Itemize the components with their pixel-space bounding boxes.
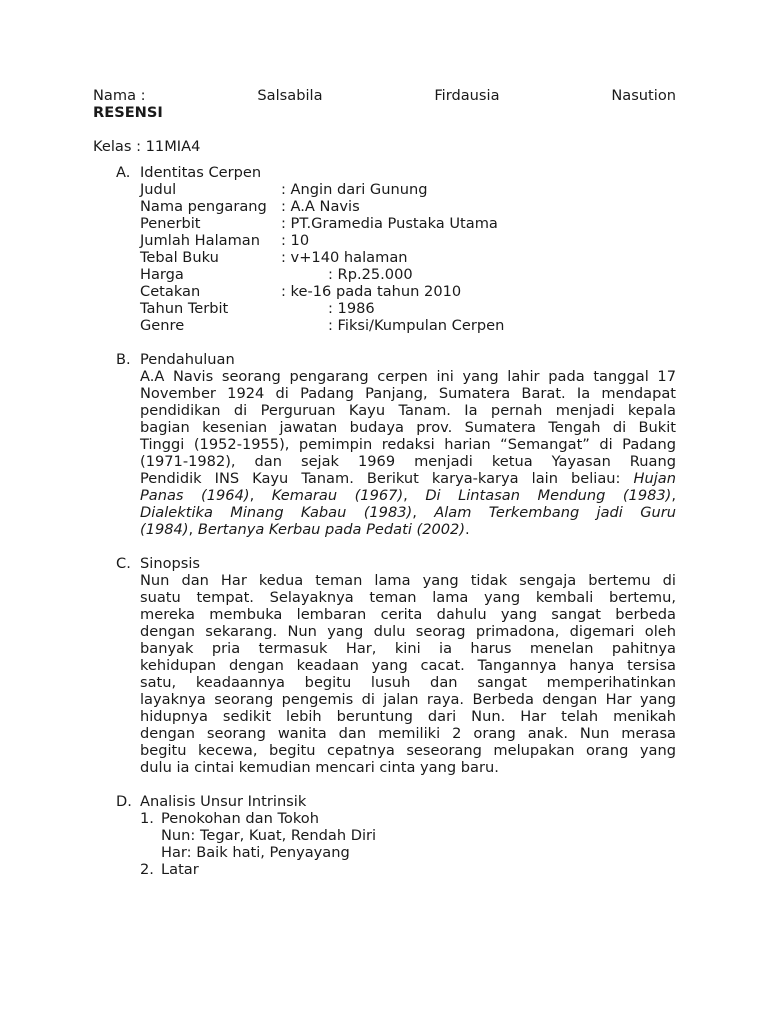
- class-row: [93, 138, 676, 155]
- identity-value: : Rp.25.000: [328, 266, 413, 283]
- section-identitas: [93, 164, 676, 334]
- identity-row-harga: [140, 266, 676, 283]
- section-heading: Analisis Unsur Intrinsik: [140, 793, 307, 810]
- section-heading: Pendahuluan: [140, 351, 235, 368]
- identity-value: : A.A Navis: [281, 198, 360, 215]
- identity-key: Judul: [140, 181, 177, 198]
- identity-key: Harga: [140, 266, 184, 283]
- work-title: Alam Terkembang jadi Guru: [434, 504, 676, 521]
- identity-value: : ke-16 pada tahun 2010: [281, 283, 462, 300]
- identity-row-pengarang: [140, 198, 676, 215]
- identity-row-penerbit: [140, 215, 676, 232]
- identity-row-tebal: [140, 249, 676, 266]
- paragraph-line: dulu ia cintai kemudian mencari cinta yang baru.: [140, 759, 499, 776]
- paragraph-line: dengan seorang wanita dan memiliki 2 orang anak. Nun merasa: [140, 725, 676, 742]
- section-sinopsis: [93, 555, 676, 776]
- identity-row-cetakan: [140, 283, 676, 300]
- document-page: [93, 87, 676, 878]
- identity-key: Tebal Buku: [140, 249, 219, 266]
- last-name: Nasution: [611, 87, 676, 104]
- identity-key: Cetakan: [140, 283, 201, 300]
- paragraph-line: (1984), Bertanya Kerbau pada Pedati (2002).: [140, 521, 470, 538]
- identity-row-genre: [140, 317, 676, 334]
- identity-value: : Angin dari Gunung: [281, 181, 428, 198]
- paragraph-line: November 1924 di Padang Panjang, Sumatera Barat. Ia mendapat: [140, 385, 676, 402]
- item-marker: 2.: [140, 861, 154, 878]
- paragraph-line: Nun dan Har kedua teman lama yang tidak sengaja bertemu di: [140, 572, 676, 589]
- analysis-item-penokohan: [140, 810, 676, 861]
- work-title: Bertanya Kerbau pada Pedati (2002): [197, 521, 466, 538]
- paragraph-line: pendidikan di Perguruan Kayu Tanam. Ia pernah menjadi kepala: [140, 402, 676, 419]
- identity-value: : Fiksi/Kumpulan Cerpen: [328, 317, 505, 334]
- paragraph-text: Pendidik INS Kayu Tanam. Berikut karya-karya lain beliau:: [140, 470, 621, 487]
- section-heading: Identitas Cerpen: [140, 164, 262, 181]
- paragraph-line: begitu kecewa, begitu cepatnya seseorang melupakan orang yang: [140, 742, 676, 759]
- work-title: Di Lintasan Mendung (1983): [425, 487, 672, 504]
- identity-key: Genre: [140, 317, 185, 334]
- item-detail: Har: Baik hati, Penyayang: [161, 844, 350, 861]
- class-value: : 11MIA4: [136, 138, 201, 155]
- paragraph-line: kehidupan dengan keadaan yang cacat. Tangannya hanya tersisa: [140, 657, 676, 674]
- paragraph-line: Panas (1964), Kemarau (1967), Di Lintasan Mendung (1983),: [140, 487, 677, 504]
- identity-key: Penerbit: [140, 215, 201, 232]
- identity-row-halaman: [140, 232, 676, 249]
- work-title: Kemarau (1967): [271, 487, 404, 504]
- identity-key: Nama pengarang: [140, 198, 267, 215]
- section-pendahuluan: [93, 351, 676, 538]
- paragraph-line: bagian kesenian jawatan budaya prov. Sumatera Tengah di Bukit: [140, 419, 676, 436]
- paragraph-line: layaknya seorang pengemis di jalan raya. Berbeda dengan Har yang: [140, 691, 676, 708]
- item-label: Latar: [161, 861, 199, 878]
- section-marker: B.: [116, 351, 131, 368]
- work-title: Hujan: [633, 470, 676, 487]
- middle-name: Firdausia: [434, 87, 500, 104]
- identity-key: Jumlah Halaman: [140, 232, 260, 249]
- paragraph-line: suatu tempat. Selayaknya teman lama yang kembali bertemu,: [140, 589, 676, 606]
- section-marker: A.: [116, 164, 131, 181]
- item-label: Penokohan dan Tokoh: [161, 810, 319, 827]
- work-title: Dialektika Minang Kabau (1983): [140, 504, 413, 521]
- work-title: (1984): [140, 521, 189, 538]
- paragraph-line: Tinggi (1952-1955), pemimpin redaksi harian “Semangat” di Padang: [140, 436, 676, 453]
- paragraph-line: banyak pria termasuk Har, kini ia harus menelan pahitnya: [140, 640, 676, 657]
- class-label: Kelas: [93, 138, 132, 155]
- first-name: Salsabila: [257, 87, 323, 104]
- identity-row-judul: [140, 181, 676, 198]
- section-analisis: [93, 793, 676, 878]
- paragraph-line: satu, keadaannya begitu lusuh dan sangat memperihatinkan: [140, 674, 676, 691]
- section-heading: Sinopsis: [140, 555, 201, 572]
- paragraph-line: A.A Navis seorang pengarang cerpen ini yang lahir pada tanggal 17: [140, 368, 676, 385]
- name-row: [93, 87, 676, 104]
- paragraph-line: dengan sekarang. Nun yang dulu seorag primadona, digemari oleh: [140, 623, 676, 640]
- identity-value: : 10: [281, 232, 310, 249]
- paragraph-line: [140, 470, 676, 487]
- section-marker: C.: [116, 555, 131, 572]
- paragraph-line: hidupnya sedikit lebih beruntung dari Nun. Har telah menikah: [140, 708, 676, 725]
- analysis-item-latar: [140, 861, 676, 878]
- identity-value: : 1986: [328, 300, 375, 317]
- item-marker: 1.: [140, 810, 154, 827]
- section-marker: D.: [116, 793, 132, 810]
- paragraph-line: (1971-1982), dan sejak 1969 menjadi ketua Yayasan Ruang: [140, 453, 676, 470]
- identity-value: : v+140 halaman: [281, 249, 408, 266]
- work-title: Panas (1964): [140, 487, 250, 504]
- identity-key: Tahun Terbit: [140, 300, 229, 317]
- identity-value: : PT.Gramedia Pustaka Utama: [281, 215, 498, 232]
- document-title: RESENSI: [93, 104, 163, 121]
- paragraph-line: Dialektika Minang Kabau (1983), Alam Terkembang jadi Guru: [140, 504, 676, 521]
- name-label: Nama :: [93, 87, 146, 104]
- paragraph-line: mereka membuka lembaran cerita dahulu yang sangat berbeda: [140, 606, 676, 623]
- item-detail: Nun: Tegar, Kuat, Rendah Diri: [161, 827, 377, 844]
- identity-row-tahun: [140, 300, 676, 317]
